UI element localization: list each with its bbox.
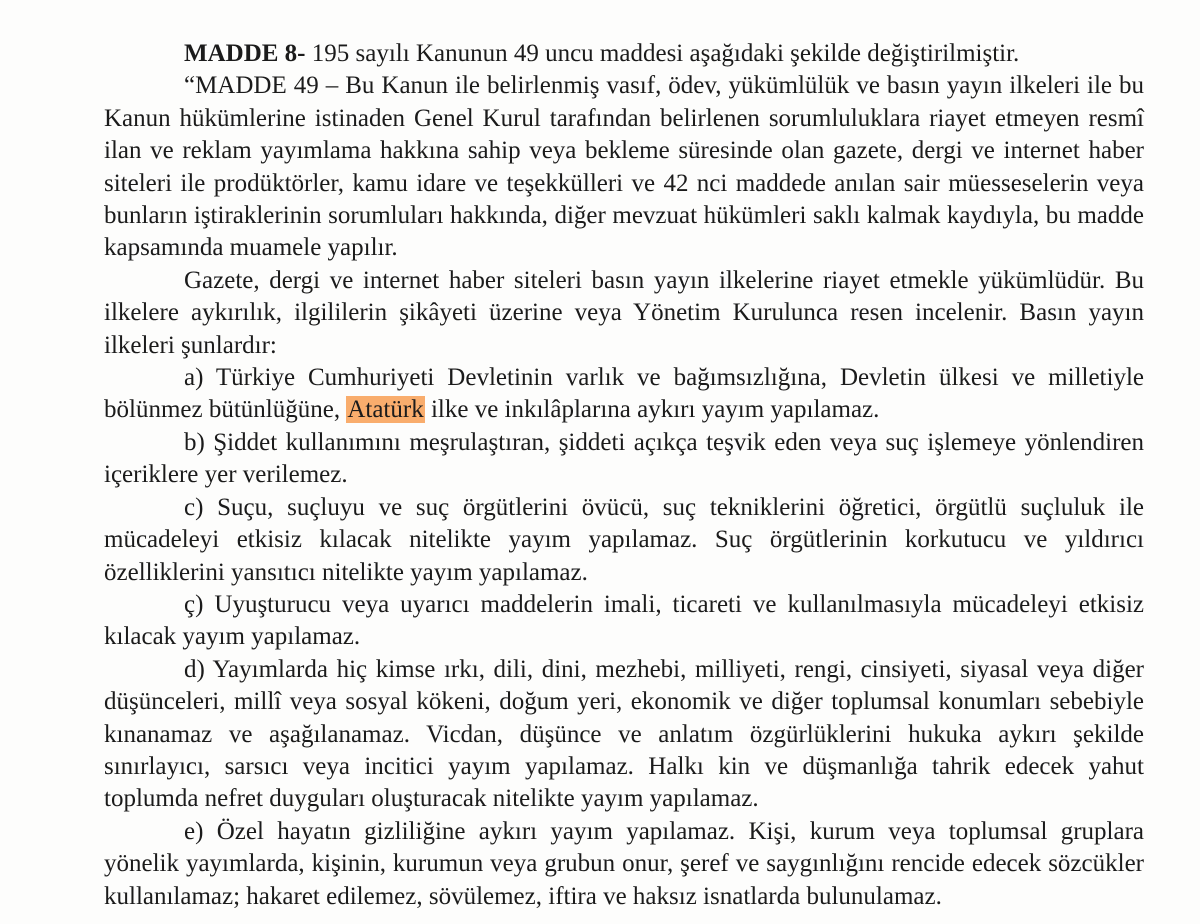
item-d: d) Yayımlarda hiç kimse ırkı, dili, dini, mezhebi, milliyeti, rengi, cinsiyeti, siyasal veya diğer düşünceleri, millî veya sosyal kökeni, doğum yeri, ekonomik ve diğer toplumsal konumları sebebiyle kınanamaz ve aşağılanamaz. Vicdan, düşünce ve anlatım özgürlüklerini hukuka aykırı şekilde sınırlayıcı, sarsıcı veya incitici yayım yapılamaz. Halkı kin ve düşmanlığa tahrik edecek yahut toplumda nefret duyguları oluşturacak nitelikte yayım yapılamaz. — [104, 655, 1144, 813]
paragraph-principles-intro: Gazete, dergi ve internet haber siteleri basın yayın ilkelerine riayet etmekle yükümlüdür. Bu ilkelere aykırılık, ilgililerin şikâyeti üzerine veya Yönetim Kurulunca resen incelenir. Basın yayın ilkeleri şunlardır: — [104, 266, 1144, 359]
item-a-text-before: a) Türkiye Cumhuriyeti Devletinin varlık ve bağımsızlığına, Devletin ülkesi ve milletiyle bölünmez bütünlüğüne, — [104, 364, 1144, 424]
paragraph-article-49: “MADDE 49 – Bu Kanun ile belirlenmiş vasıf, ödev, yükümlülük ve basın yayın ilkeleri ile bu Kanun hükümlerine istinaden Genel Kurul tarafından belirlenen sorumluluklara riayet etmeyen resmî ilan ve reklam yayımlama hakkına sahip veya bekleme süresinde olan gazete, dergi ve internet haber siteleri ile prodüktörler, kamu idare ve teşekkülleri ve 42 nci maddede anılan sair müesseselerin veya bunların iştiraklerinin sorumluları hakkında, diğer mevzuat hükümleri saklı kalmak kaydıyla, bu madde kapsamında muamele yapılır. — [104, 72, 1144, 262]
item-c-cedilla: ç) Uyuşturucu veya uyarıcı maddelerin imali, ticareti ve kullanılmasıyla mücadeleyi etkisiz kılacak yayım yapılamaz. — [104, 590, 1144, 651]
item-c: c) Suçu, suçluyu ve suç örgütlerini övücü, suç tekniklerini öğretici, örgütlü suçluluk ile mücadeleyi etkisiz kılacak nitelikte yayım yapılamaz. Suç örgütlerinin korkutucu ve yıldırıcı özelliklerini yansıtıcı nitelikte yayım yapılamaz. — [104, 493, 1144, 586]
item-e: e) Özel hayatın gizliliğine aykırı yayım yapılamaz. Kişi, kurum veya toplumsal gruplara yönelik yayımlarda, kişinin, kurumun veya grubun onur, şeref ve saygınlığını rencide edecek sözcükler kullanılamaz; hakaret edilemez, sövülemez, iftira ve haksız isnatlarda bulunulamaz. — [104, 817, 1144, 910]
article-heading-text: 195 sayılı Kanunun 49 uncu maddesi aşağıdaki şekilde değiştirilmiştir. — [305, 40, 1020, 67]
article-label: MADDE 8- — [184, 40, 306, 67]
highlighted-word: Atatürk — [347, 396, 424, 424]
item-a-text-after: ilke ve inkılâplarına aykırı yayım yapılamaz. — [424, 396, 880, 424]
article-heading — [104, 38, 1144, 70]
item-b: b) Şiddet kullanımını meşrulaştıran, şiddeti açıkça teşvik eden veya suç işlemeye yönlendiren içeriklere yer verilemez. — [104, 428, 1144, 489]
item-a — [104, 362, 1144, 427]
document-body — [104, 38, 1144, 913]
